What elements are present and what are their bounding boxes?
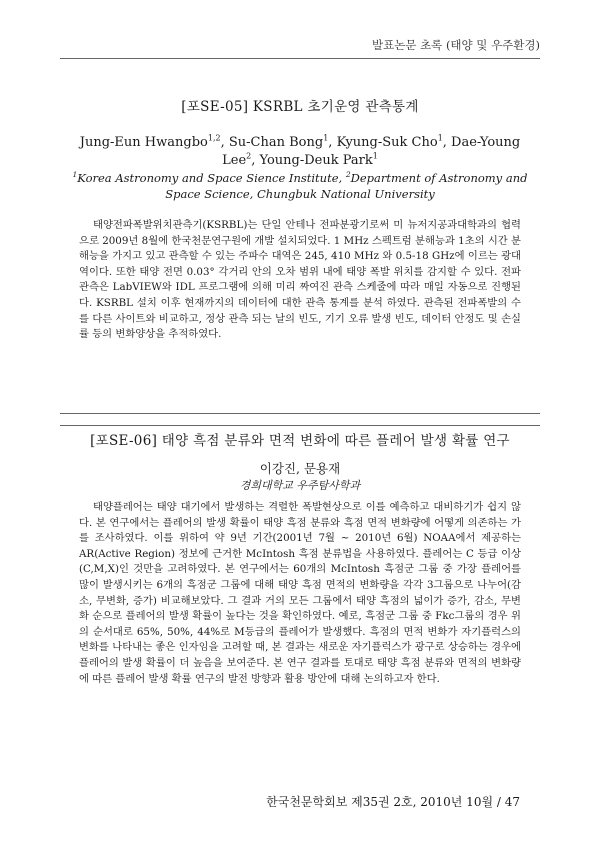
affil-mark-2: 2 bbox=[345, 170, 351, 180]
author-separator: , bbox=[220, 135, 229, 150]
author-affil-mark: 2 bbox=[246, 151, 252, 161]
article1-authors bbox=[62, 134, 538, 170]
author-name: Kyung-Suk Cho bbox=[336, 135, 438, 150]
page-footer: 한국천문학회보 제35권 2호, 2010년 10월 / 47 bbox=[266, 795, 520, 809]
section-divider-lower bbox=[60, 425, 540, 426]
header-divider bbox=[60, 58, 540, 59]
article1-affiliations bbox=[62, 170, 538, 202]
author-name: Dae-Young Lee bbox=[222, 135, 521, 168]
author-affil-mark: 1,2 bbox=[207, 133, 221, 143]
article2-title: [포SE-06] 태양 흑점 분류와 면적 변화에 따른 플레어 발생 확률 연구 bbox=[90, 433, 510, 449]
author-separator: , bbox=[251, 153, 260, 168]
affil-2: Department of Astronomy and Space Science, Chungbuk National University bbox=[165, 171, 528, 201]
section-divider-upper bbox=[60, 413, 540, 414]
author-affil-mark: 1 bbox=[437, 133, 443, 143]
affil-1: Korea Astronomy and Space Sience Institute, bbox=[77, 171, 346, 185]
article2-abstract: 태양플레어는 태양 대기에서 발생하는 격렬한 폭발현상으로 이를 예측하고 대비하기가 쉽지 않다. 본 연구에서는 플레어의 발생 확률이 태양 흑점 분류와 흑점 면적 변화량에 어떻게 의존하는 가를 조사하였다. 이를 위하여 약 9년 기간(2001년 7월 ~ 2010년 6월) NOAA에서 제공하는 AR(Active Region) 정보에 근거한 McIntosh 흑점 분류법을 사용하였다. 플레어는 C 등급 이상(C,M,X)인 것만을 고려하였다. 본 연구에서는 60개의 McIntosh 흑점군 그룹 중 가장 플레어를 많이 발생시키는 6개의 흑점군 그룹에 대해 태양 흑점 면적의 변화량을 각각 3그룹으로 나누어(감소, 무변화, 증가) 비교해보았다. 그 결과 거의 모든 그룹에서 태양 흑점의 넓이가 증가, 감소, 무변화 순으로 플레어의 발생 확률이 높다는 것을 확인하였다. 예로, 흑점군 그룹 중 Fkc그룹의 경우 위의 순서대로 65%, 50%, 44%로 M등급의 플레어가 발생했다. 흑점의 면적 변화가 자기플럭스의 변화를 나타내는 좋은 인자임을 고려할 때, 본 결과는 새로운 자기플럭스가 광구로 상승하는 경우에 플레어의 발생 확률이 더 높음을 보여준다. 본 연구 결과를 토대로 태양 흑점 분류와 면적의 변화량에 따른 플레어 발생 확률 연구의 발전 방향과 활용 방안에 대해 논의하고자 한다. bbox=[79, 501, 521, 685]
author-affil-mark: 1 bbox=[372, 151, 378, 161]
article2-authors: 이강진, 문용재 bbox=[259, 461, 341, 476]
author-separator: , bbox=[328, 135, 337, 150]
author-name: Young-Deuk Park bbox=[259, 153, 373, 168]
affil-mark-1: 1 bbox=[72, 170, 78, 180]
author-name: Su-Chan Bong bbox=[228, 135, 324, 150]
author-separator: , bbox=[442, 135, 452, 150]
author-affil-mark: 1 bbox=[323, 133, 329, 143]
article2-affiliation: 경희대학교 우주탐사학과 bbox=[239, 479, 361, 492]
author-name: Jung-Eun Hwangbo bbox=[79, 135, 208, 150]
running-header: 발표논문 초록 (태양 및 우주환경) bbox=[371, 38, 540, 52]
article1-title: [포SE-05] KSRBL 초기운영 관측통계 bbox=[181, 99, 419, 115]
article1-abstract: 태양전파폭발위치관측기(KSRBL)는 단일 안테나 전파분광기로써 미 뉴저지공과대학과의 협력으로 2009년 8월에 한국천문연구원에 개발 설치되었다. 1 MHz 스펙트럼 분해능과 1초의 시간 분해능을 가지고 있고 관측할 수 있는 주파수 대역은 245, 410 MHz 와 0.5-18 GHz에 이르는 광대역이다. 또한 태양 전면 0.03° 각거리 안의 오차 범위 내에 태양 폭발 위치를 감지할 수 있다. 전파 관측은 LabVIEW와 IDL 프로그램에 의해 미리 짜여진 관측 스케줄에 따라 매일 자동으로 진행된다. KSRBL 설치 이후 현재까지의 데이터에 대한 관측 통계를 분석 하였다. 관측된 전파폭발의 수를 다른 사이트와 비교하고, 정상 관측 되는 날의 빈도, 기기 오류 발생 빈도, 데이터 안정도 및 손실률 등의 변화양상을 추적하였다. bbox=[79, 219, 521, 341]
